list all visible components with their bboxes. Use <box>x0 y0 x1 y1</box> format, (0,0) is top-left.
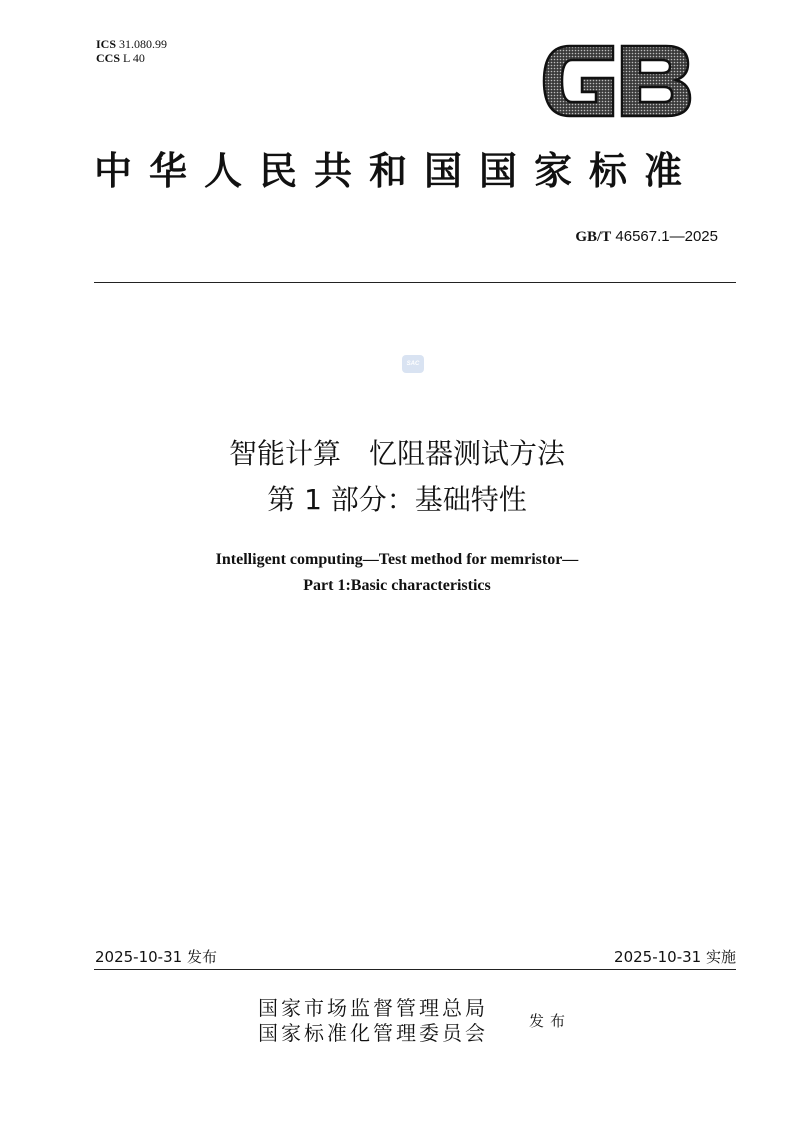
publish-label: 发布 <box>529 1012 572 1030</box>
issuer-samr: 国家市场监督管理总局 <box>258 996 488 1020</box>
issuing-authorities <box>258 996 488 1046</box>
header-divider <box>94 282 736 283</box>
ccs-code: L 40 <box>123 51 145 65</box>
issue-date: 2025-10-31 发布 <box>95 948 217 966</box>
implementation-date: 2025-10-31 实施 <box>614 948 736 966</box>
issuer-sac: 国家标准化管理委员会 <box>258 1021 488 1045</box>
standard-prefix: GB/T <box>575 229 612 245</box>
ics-label: ICS <box>96 37 117 51</box>
watermark-text: SAC <box>406 361 420 367</box>
classification-codes <box>96 37 167 65</box>
english-title-line-2: Part 1:Basic characteristics <box>303 577 491 594</box>
chinese-title-line-2: 第 1 部分：基础特性 <box>267 483 527 516</box>
ics-line <box>96 37 167 51</box>
footer-divider <box>94 969 736 970</box>
sac-watermark-icon <box>402 355 424 373</box>
gb-logo-icon <box>538 40 696 122</box>
ccs-line <box>96 51 167 65</box>
english-title-line-1: Intelligent computing—Test method for memristor— <box>215 551 579 568</box>
standard-number <box>575 228 718 246</box>
standard-code: 46567.1—2025 <box>615 228 718 245</box>
national-standard-title: 中华人民共和国国家标准 <box>94 149 700 193</box>
ics-code: 31.080.99 <box>119 37 168 51</box>
chinese-title-line-1: 智能计算 忆阻器测试方法 <box>228 437 565 470</box>
ccs-label: CCS <box>96 51 121 65</box>
